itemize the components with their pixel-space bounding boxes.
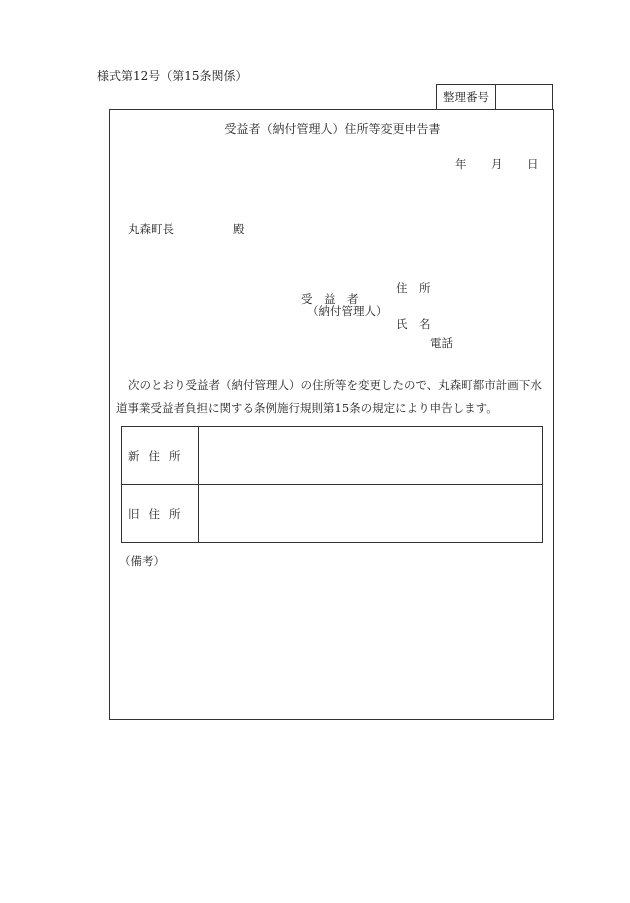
declaration-text: 次のとおり受益者（納付管理人）の住所等を変更したので、丸森町都市計画下水道事業受益者負担に関する条例施行規則第15条の規定により申告します。 — [116, 378, 542, 415]
remarks-label: （備考） — [119, 554, 165, 568]
new-address-field[interactable] — [199, 427, 543, 485]
form-number-label: 様式第12号（第15条関係） — [97, 69, 248, 83]
date-day-label: 日 — [527, 157, 539, 171]
address-label: 住 所 — [396, 281, 431, 295]
addressee-honorific: 殿 — [233, 222, 245, 236]
reference-number-box — [436, 84, 553, 109]
application-form — [109, 109, 554, 720]
table-row — [122, 427, 543, 485]
phone-label: 電話 — [430, 336, 453, 350]
reference-number-field[interactable] — [496, 85, 552, 109]
form-title: 受益者（納付管理人）住所等変更申告書 — [224, 122, 441, 136]
reference-number-label: 整理番号 — [437, 85, 496, 109]
new-address-label: 新住所 — [122, 427, 199, 485]
name-label: 氏 名 — [396, 317, 431, 331]
old-address-label: 旧住所 — [122, 485, 199, 543]
old-address-field[interactable] — [199, 485, 543, 543]
address-table — [121, 426, 543, 543]
table-row — [122, 485, 543, 543]
addressee-name: 丸森町長 — [128, 222, 174, 236]
payment-manager-label: （納付管理人） — [307, 304, 388, 318]
date-year-label: 年 — [455, 157, 467, 171]
date-month-label: 月 — [491, 157, 503, 171]
beneficiary-label: 受 益 者 — [301, 292, 359, 306]
